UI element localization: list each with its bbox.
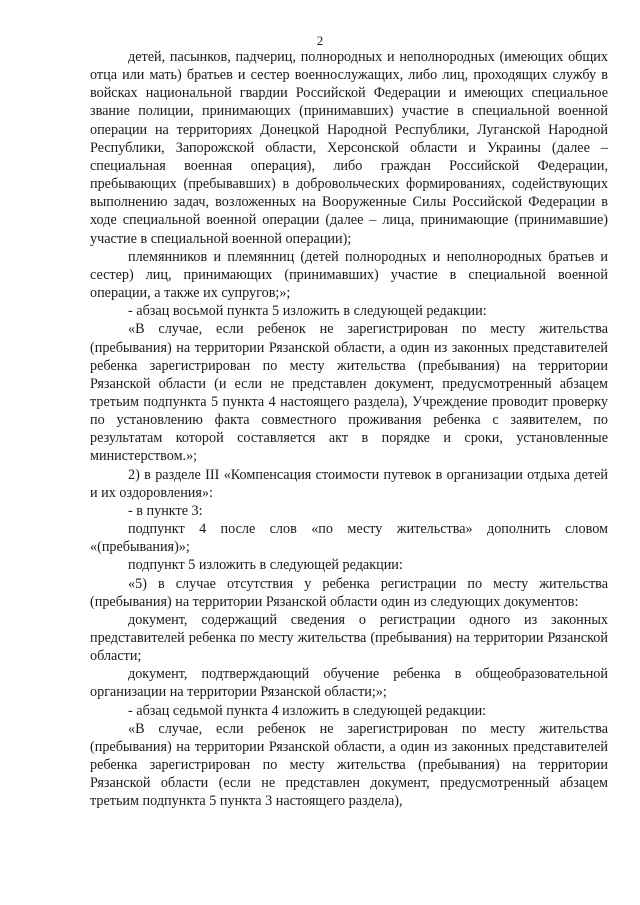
paragraph: - абзац восьмой пункта 5 изложить в следующей редакции: [128, 303, 487, 320]
paragraph: - абзац седьмой пункта 4 изложить в следующей редакции: [128, 702, 487, 719]
paragraph: 2) в разделе III «Компенсация стоимости путевок в организации отдыха детей и их оздоровления»: [90, 466, 608, 501]
paragraph: «5) в случае отсутствия у ребенка регистрации по месту жительства (пребывания) на территории Рязанской области один из следующих документов: [90, 575, 608, 610]
paragraph: подпункт 4 после слов «по месту жительства» дополнить словом «(пребывания)»; [90, 521, 608, 556]
document-body [90, 48, 608, 811]
paragraph: детей, пасынков, падчериц, полнородных и неполнородных (имеющих общих отца или мать) братьев и сестер военнослужащих, либо лиц, проходящих службу в войсках национальной гвардии Российской Федерации и имеющих специальное звание полиции, принимающих (принимавших) участие в специальной военной операции на территориях Донецкой Народной Республики, Луганской Народной Республики, Запорожской области, Херсонской области и Украины (далее – специальная военная операция), либо граждан Российской Федерации, пребывающих (пребывавших) в добровольческих формированиях, содействующих выполнению задач, возложенных на Вооруженные Силы Российской Федерации в ходе специальной военной операции (далее – лица, принимающие (принимавшие) участие в специальной военной операции); [90, 49, 608, 247]
paragraph: подпункт 5 изложить в следующей редакции: [128, 557, 403, 574]
paragraph: документ, подтверждающий обучение ребенка в общеобразовательной организации на территории Рязанской области;»; [90, 666, 608, 701]
paragraph: «В случае, если ребенок не зарегистрирован по месту жительства (пребывания) на территории Рязанской области, а один из законных представителей ребенка зарегистрирован по месту жительства (пребывания) на территории Рязанской области (если не представлен документ, предусмотренный абзацем третьим подпункта 5 пункта 3 настоящего раздела), [90, 720, 608, 810]
paragraph: - в пункте 3: [128, 502, 203, 519]
page-number: 2 [316, 33, 324, 48]
paragraph: «В случае, если ребенок не зарегистрирован по месту жительства (пребывания) на территории Рязанской области, а один из законных представителей ребенка зарегистрирован по месту жительства (пребывания) на территории Рязанской области (и если не представлен документ, предусмотренный абзацем третьим подпункта 5 пункта 4 настоящего раздела), Учреждение проводит проверку по установлению факта совместного проживания ребенка с заявителем, по результатам которой составляется акт в порядке и сроки, установленные министерством.»; [90, 321, 608, 465]
paragraph: документ, содержащий сведения о регистрации одного из законных представителей ребенка по месту жительства (пребывания) на территории Рязанской области; [90, 611, 608, 665]
paragraph: племянников и племянниц (детей полнородных и неполнородных братьев и сестер) лиц, принимающих (принимавших) участие в специальной военной операции, а также их супругов;»; [90, 248, 608, 302]
